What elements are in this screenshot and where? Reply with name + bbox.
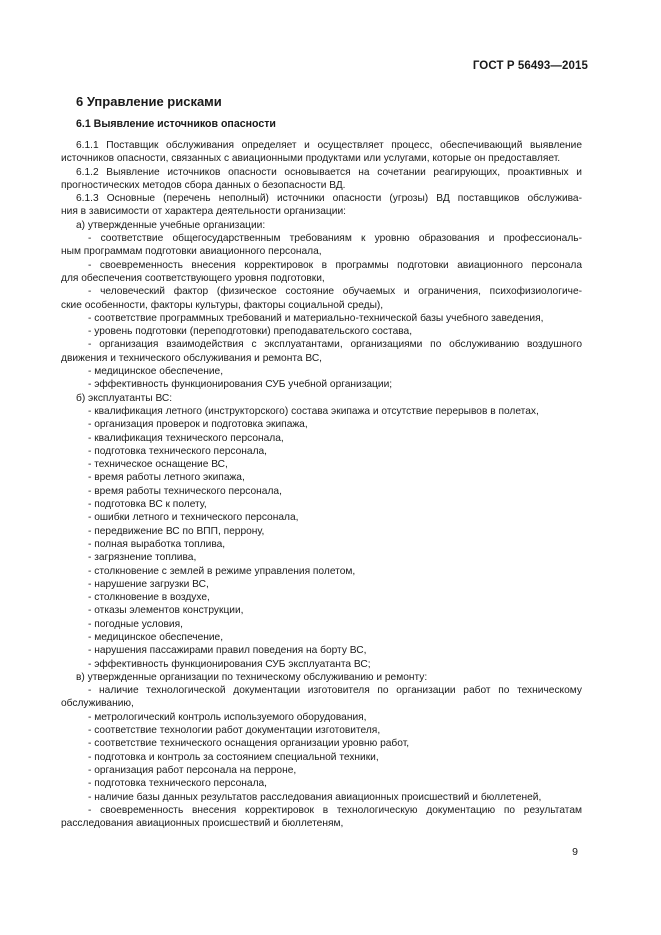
list-item: - передвижение ВС по ВПП, перрону, [88, 525, 265, 537]
list-item: - подготовка и контроль за состоянием специальной техники, [88, 751, 379, 763]
list-item-continuation: расследования авиационных происшествий и бюллетеням, [61, 818, 344, 830]
list-item: - соответствие технологии работ документации изготовителя, [88, 725, 381, 737]
list-item-continuation: ские особенности, факторы культуры, факторы социальной среды), [61, 299, 384, 311]
list-item: - техническое оснащение ВС, [88, 459, 228, 471]
list-item: - соответствие общегосударственным требованиям к уровню образования и профессиональ- [88, 233, 582, 245]
list-item: - подготовка ВС к полету, [88, 499, 207, 511]
list-item: - квалификация летного (инструкторского) состава экипажа и отсутствие перерывов в полетах, [88, 405, 539, 417]
list-item: - время работы летного экипажа, [88, 472, 245, 484]
list-item: - отказы элементов конструкции, [88, 605, 244, 617]
paragraph-line: ния в зависимости от характера деятельности организации: [61, 206, 346, 218]
list-item: - наличие базы данных результатов расследования авиационных происшествий и бюллетеней, [88, 791, 542, 803]
list-item: - наличие технологической документации изготовителя по организации работ по техническому [88, 685, 582, 697]
body-text [61, 139, 582, 830]
list-item: - своевременность внесения корректировок в технологическую документацию по результатам [88, 804, 582, 816]
list-item: - полная выработка топлива, [88, 538, 226, 550]
paragraph-line: 6.1.2 Выявление источников опасности основывается на сочетании реагирующих, проактивных и [76, 166, 582, 178]
subsection-title: 6.1 Выявление источников опасности [76, 118, 276, 130]
list-item: - организация работ персонала на перроне, [88, 764, 297, 776]
list-item: - уровень подготовки (переподготовки) преподавательского состава, [88, 326, 413, 338]
list-item: - столкновение с землей в режиме управления полетом, [88, 565, 356, 577]
paragraph-line: 6.1.3 Основные (перечень неполный) источники опасности (угрозы) ВД поставщиков обслужива- [76, 193, 582, 205]
list-item: - нарушения пассажирами правил поведения на борту ВС, [88, 645, 367, 657]
paragraph-line: 6.1.1 Поставщик обслуживания определяет и осуществляет процесс, обеспечивающий выявление [76, 140, 582, 151]
list-item: - соответствие технического оснащения организации уровню работ, [88, 738, 410, 750]
list-item-continuation: движения и технического обслуживания и ремонта ВС, [61, 352, 323, 364]
list-item: - медицинское обеспечение, [88, 631, 224, 643]
list-heading: б) эксплуатанты ВС: [76, 392, 173, 404]
list-item: - нарушение загрузки ВС, [88, 578, 209, 590]
list-heading: а) утвержденные учебные организации: [76, 219, 266, 231]
list-item-continuation: ным программам подготовки авиационного персонала, [61, 246, 322, 258]
list-item: - соответствие программных требований и материально-технической базы учебного заведения, [88, 312, 544, 324]
list-heading: в) утвержденные организации по техническому обслуживанию и ремонту: [76, 671, 428, 683]
list-item: - время работы технического персонала, [88, 485, 282, 497]
list-item: - организация проверок и подготовка экипажа, [88, 419, 308, 431]
list-item: - подготовка технического персонала, [88, 778, 268, 790]
list-item: - метрологический контроль используемого оборудования, [88, 711, 367, 723]
list-item: - загрязнение топлива, [88, 552, 197, 564]
list-item: - организация взаимодействия с эксплуатантами, организациями по обслуживанию воздушного [88, 339, 582, 351]
list-item: - эффективность функционирования СУБ эксплуатанта ВС; [88, 658, 371, 670]
section-title: 6 Управление рисками [76, 94, 222, 109]
list-item-continuation: обслуживанию, [61, 698, 134, 710]
paragraph-line: источников опасности, связанных с авиационными продуктами или услугами, которые он предоставляет. [61, 153, 561, 165]
list-item: - ошибки летного и технического персонала, [88, 512, 299, 524]
list-item: - своевременность внесения корректировок в программы подготовки авиационного персонала [88, 259, 582, 271]
list-item: - квалификация технического персонала, [88, 432, 284, 444]
list-item: - человеческий фактор (физическое состояние обучаемых и ограничения, психофизиологиче- [88, 286, 582, 298]
list-item: - эффективность функционирования СУБ учебной организации; [88, 379, 393, 391]
list-item: - столкновение в воздухе, [88, 592, 210, 604]
page-number: 9 [572, 846, 578, 858]
list-item: - погодные условия, [88, 618, 183, 630]
list-item: - подготовка технического персонала, [88, 445, 268, 457]
standard-code-header: ГОСТ Р 56493—2015 [472, 60, 588, 72]
list-item: - медицинское обеспечение, [88, 366, 224, 378]
paragraph-line: прогностических методов сбора данных о безопасности ВД. [61, 179, 346, 191]
list-item-continuation: для обеспечения соответствующего уровня подготовки, [61, 272, 325, 284]
